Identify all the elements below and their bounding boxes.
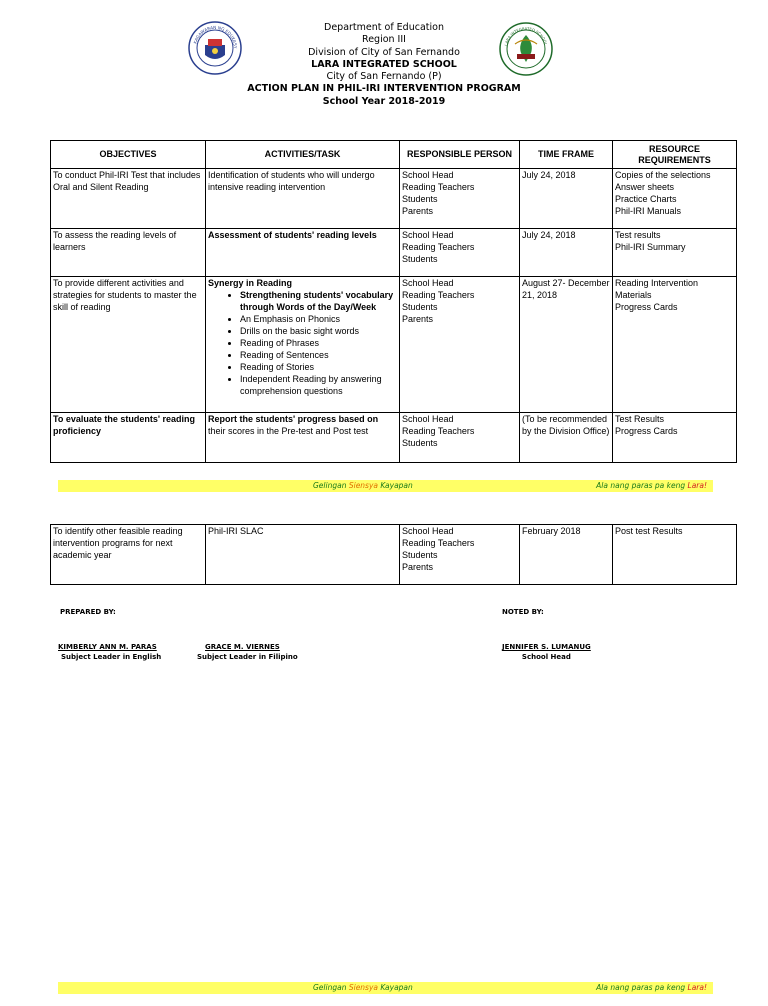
person: Reading Teachers bbox=[402, 242, 475, 252]
time-frame-cell: July 24, 2018 bbox=[520, 169, 613, 229]
list-item: • Reading of Sentences bbox=[240, 349, 397, 361]
document-header bbox=[0, 22, 768, 108]
person: Parents bbox=[402, 206, 434, 216]
list-item: • Drills on the basic sight words bbox=[240, 325, 397, 337]
objective-cell: To assess the reading levels of learners bbox=[51, 229, 206, 277]
footer-motto-left: Gelingan Siensya Kayapan bbox=[313, 481, 413, 490]
responsible-cell bbox=[400, 169, 520, 229]
objective-text: To evaluate the students' reading proficiency bbox=[53, 414, 196, 436]
objective-cell: To provide different activities and strategies for students to master the skill of reading bbox=[51, 277, 206, 413]
seal-left-text: KAGAWARAN NG EDUKASY bbox=[192, 24, 239, 49]
list-item: • Reading of Phrases bbox=[240, 337, 397, 349]
person: School Head bbox=[402, 230, 454, 240]
column-header-objectives: OBJECTIVES bbox=[51, 141, 206, 169]
school-year: School Year 2018-2019 bbox=[322, 95, 446, 107]
resource: Practice Charts bbox=[615, 194, 677, 204]
objective-cell bbox=[51, 413, 206, 463]
seal-right-text: LARA INTEGRATED SCHOOL bbox=[503, 25, 549, 47]
signer-title: Subject Leader in Filipino bbox=[197, 653, 298, 661]
column-header-resources: RESOURCE REQUIREMENTS bbox=[613, 141, 737, 169]
table-row bbox=[51, 229, 737, 277]
signature-block bbox=[58, 642, 161, 662]
resources-cell bbox=[613, 413, 737, 463]
noted-by-label: NOTED BY: bbox=[502, 608, 544, 616]
header-school: LARA INTEGRATED SCHOOL bbox=[311, 58, 457, 70]
responsible-cell bbox=[400, 413, 520, 463]
person: School Head bbox=[402, 278, 454, 288]
objective-cell: To identify other feasible reading intervention programs for next academic year bbox=[51, 525, 206, 585]
person: Reading Teachers bbox=[402, 426, 475, 436]
list-item: • Strengthening students' vocabulary through Words of the Day/Week bbox=[240, 289, 397, 313]
header-department: Department of Education bbox=[324, 22, 444, 33]
activity-list bbox=[208, 289, 397, 397]
table-row bbox=[51, 277, 737, 413]
person: Students bbox=[402, 438, 438, 448]
resource: Test results bbox=[615, 230, 661, 240]
person: Reading Teachers bbox=[402, 290, 475, 300]
resources-cell bbox=[613, 277, 737, 413]
signature-block bbox=[197, 642, 298, 662]
objective-cell: To conduct Phil-IRI Test that includes Oral and Silent Reading bbox=[51, 169, 206, 229]
resource: Post test Results bbox=[615, 526, 683, 536]
person: Students bbox=[402, 302, 438, 312]
action-plan-table-continued bbox=[50, 524, 737, 585]
time-frame-cell: (To be recommended by the Division Office) bbox=[520, 413, 613, 463]
responsible-cell bbox=[400, 525, 520, 585]
resources-cell bbox=[613, 229, 737, 277]
activity-bold-text: Report the students' progress based on bbox=[208, 414, 379, 424]
resource: Reading Intervention Materials bbox=[615, 278, 699, 300]
list-item: • An Emphasis on Phonics bbox=[240, 313, 397, 325]
column-header-activities: ACTIVITIES/TASK bbox=[206, 141, 400, 169]
resources-cell bbox=[613, 525, 737, 585]
signer-name: GRACE M. VIERNES bbox=[205, 643, 280, 651]
table-row bbox=[51, 525, 737, 585]
footer-motto-right: Ala nang paras pa keng Lara! bbox=[596, 983, 707, 992]
signature-block bbox=[502, 642, 591, 662]
resource: Phil-IRI Summary bbox=[615, 242, 686, 252]
column-header-responsible: RESPONSIBLE PERSON bbox=[400, 141, 520, 169]
resource: Answer sheets bbox=[615, 182, 675, 192]
activity-cell: Identification of students who will undergo intensive reading intervention bbox=[206, 169, 400, 229]
responsible-cell bbox=[400, 229, 520, 277]
resource: Progress Cards bbox=[615, 426, 678, 436]
activity-cell: Phil-IRI SLAC bbox=[206, 525, 400, 585]
person: Reading Teachers bbox=[402, 182, 475, 192]
signer-title: Subject Leader in English bbox=[61, 653, 162, 661]
footer-motto-right: Ala nang paras pa keng Lara! bbox=[596, 481, 707, 490]
person: School Head bbox=[402, 414, 454, 424]
resource: Phil-IRI Manuals bbox=[615, 206, 682, 216]
person: School Head bbox=[402, 170, 454, 180]
header-division: Division of City of San Fernando bbox=[308, 46, 460, 58]
activity-title: Synergy in Reading bbox=[208, 278, 293, 288]
signer-name: KIMBERLY ANN M. PARAS bbox=[58, 643, 157, 651]
document-title: ACTION PLAN IN PHIL-IRI INTERVENTION PROGRAM bbox=[247, 83, 521, 95]
person: Parents bbox=[402, 562, 434, 572]
table-row bbox=[51, 413, 737, 463]
prepared-by-label: PREPARED BY: bbox=[60, 608, 116, 616]
signer-title: School Head bbox=[521, 653, 571, 661]
table-row bbox=[51, 169, 737, 229]
time-frame-cell: July 24, 2018 bbox=[520, 229, 613, 277]
header-region: Region III bbox=[362, 34, 406, 46]
list-item: • Reading of Stories bbox=[240, 361, 397, 373]
person: Students bbox=[402, 254, 438, 264]
footer-motto-left: Gelingan Siensya Kayapan bbox=[313, 983, 413, 992]
action-plan-table bbox=[50, 140, 737, 463]
footer-band bbox=[58, 480, 713, 492]
activity-cell bbox=[206, 277, 400, 413]
activity-text: their scores in the Pre-test and Post test bbox=[208, 426, 369, 436]
column-header-time-frame: TIME FRAME bbox=[520, 141, 613, 169]
resource: Copies of the selections bbox=[615, 170, 711, 180]
person: Students bbox=[402, 194, 438, 204]
time-frame-cell: February 2018 bbox=[520, 525, 613, 585]
signer-name: JENNIFER S. LUMANUG bbox=[502, 643, 591, 651]
time-frame-cell: August 27- December 21, 2018 bbox=[520, 277, 613, 413]
activity-cell: Assessment of students' reading levels bbox=[206, 229, 400, 277]
table-header-row bbox=[51, 141, 737, 169]
activity-cell bbox=[206, 413, 400, 463]
resource: Progress Cards bbox=[615, 302, 678, 312]
person: Students bbox=[402, 550, 438, 560]
footer-band bbox=[58, 982, 713, 994]
resource: Test Results bbox=[615, 414, 665, 424]
person: Reading Teachers bbox=[402, 538, 475, 548]
responsible-cell bbox=[400, 277, 520, 413]
resources-cell bbox=[613, 169, 737, 229]
list-item: • Independent Reading by answering comprehension questions bbox=[240, 373, 397, 397]
person: Parents bbox=[402, 314, 434, 324]
person: School Head bbox=[402, 526, 454, 536]
header-city: City of San Fernando (P) bbox=[326, 71, 442, 83]
